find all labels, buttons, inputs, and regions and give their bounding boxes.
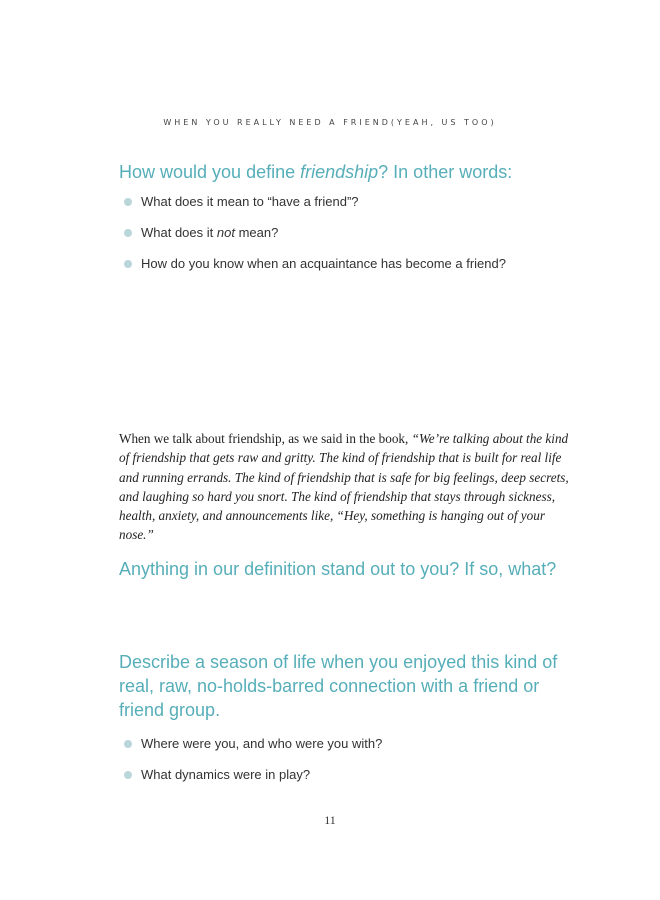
list-item xyxy=(124,767,382,783)
bullet-text-prefix: What does it xyxy=(141,225,217,240)
bullet-dot-icon xyxy=(124,771,132,779)
bullet-dot-icon xyxy=(124,198,132,206)
bullet-text-italic: not xyxy=(216,225,235,240)
bullet-text: What does it mean to “have a friend”? xyxy=(141,194,359,209)
friendship-quote-paragraph xyxy=(119,429,571,545)
question-italic-word: friendship xyxy=(300,162,379,182)
question-prefix: How would you define xyxy=(119,162,301,182)
paragraph-quote: “We’re talking about the kind of friendship that gets raw and gritty. The kind of friendship that is built for real life and running errands. The kind of friendship that is safe for big feelings, deep secrets, and laughing so hard you snort. The kind of friendship that stays through sickness, health, anxiety, and announcements like, “Hey, something is hanging out of your nose.” xyxy=(119,431,569,543)
question-definition-stand-out: Anything in our definition stand out to you? If so, what? xyxy=(119,559,557,579)
paragraph-intro: When we talk about friendship, as we said in the book, xyxy=(119,431,412,446)
bullet-text-suffix: mean? xyxy=(234,225,279,240)
question-define-friendship xyxy=(119,160,559,184)
bullet-list-definition xyxy=(124,194,506,287)
running-header: WHEN YOU REALLY NEED A FRIEND(YEAH, US TOO) xyxy=(163,118,497,127)
list-item xyxy=(124,225,506,241)
list-item xyxy=(124,256,506,272)
list-item xyxy=(124,194,506,210)
page-number: 11 xyxy=(324,813,336,827)
bullet-dot-icon xyxy=(124,229,132,237)
question-suffix: ? In other words: xyxy=(378,162,513,182)
bullet-text: What dynamics were in play? xyxy=(141,767,311,782)
list-item xyxy=(124,736,382,752)
bullet-text: Where were you, and who were you with? xyxy=(141,736,383,751)
bullet-dot-icon xyxy=(124,260,132,268)
bullet-text: How do you know when an acquaintance has become a friend? xyxy=(141,256,506,271)
question-describe-season: Describe a season of life when you enjoyed this kind of real, raw, no-holds-barred connection with a friend or friend group. xyxy=(119,652,558,720)
bullet-list-season xyxy=(124,736,382,798)
bullet-dot-icon xyxy=(124,740,132,748)
